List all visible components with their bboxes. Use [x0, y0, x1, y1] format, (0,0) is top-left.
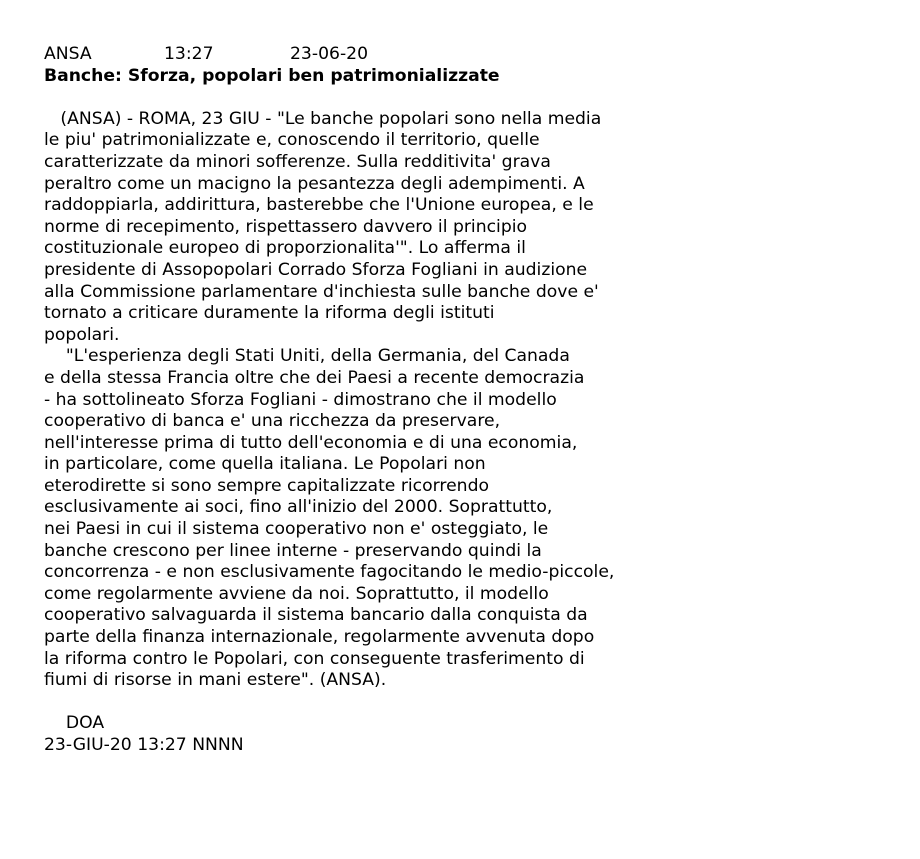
dispatch-time: 13:27 [164, 44, 214, 64]
body-line: popolari. [44, 324, 120, 345]
body-line: parte della finanza internazionale, regolarmente avvenuta dopo [44, 627, 595, 648]
dispatch-header [44, 44, 904, 66]
body-line: presidente di Assopopolari Corrado Sforza Fogliani in audizione [44, 259, 588, 280]
news-dispatch [44, 44, 904, 757]
article-body [44, 109, 904, 692]
dispatch-date: 23-06-20 [290, 44, 369, 64]
body-line: nell'interesse prima di tutto dell'economia e di una economia, [44, 432, 578, 453]
body-line: (ANSA) - ROMA, 23 GIU - "Le banche popolari sono nella media [44, 108, 602, 129]
body-line: come regolarmente avviene da noi. Soprattutto, il modello [44, 583, 549, 604]
body-line: la riforma contro le Popolari, con conseguente trasferimento di [44, 648, 585, 669]
spacer [44, 692, 904, 714]
body-line: le piu' patrimonializzate e, conoscendo il territorio, quelle [44, 130, 540, 151]
body-line: esclusivamente ai soci, fino all'inizio del 2000. Soprattutto, [44, 497, 553, 518]
body-line: peraltro come un macigno la pesantezza degli adempimenti. A [44, 173, 585, 194]
body-line: cooperativo salvaguarda il sistema bancario dalla conquista da [44, 605, 588, 626]
body-line: cooperativo di banca e' una ricchezza da preservare, [44, 411, 501, 432]
body-line: fiumi di risorse in mani estere". (ANSA). [44, 670, 387, 691]
body-line: e della stessa Francia oltre che dei Paesi a recente democrazia [44, 367, 585, 388]
agency-name: ANSA [44, 44, 92, 64]
body-line: banche crescono per linee interne - preservando quindi la [44, 540, 542, 561]
body-line: raddoppiarla, addirittura, basterebbe che l'Unione europea, e le [44, 195, 594, 216]
body-line: tornato a criticare duramente la riforma degli istituti [44, 303, 495, 324]
body-line: eterodirette si sono sempre capitalizzate ricorrendo [44, 475, 489, 496]
body-line: caratterizzate da minori sofferenze. Sulla redditivita' grava [44, 151, 551, 172]
body-line: norme di recepimento, rispettassero davvero il principio [44, 216, 528, 237]
body-line: - ha sottolineato Sforza Fogliani - dimostrano che il modello [44, 389, 557, 410]
body-line: alla Commissione parlamentare d'inchiesta sulle banche dove e' [44, 281, 599, 302]
body-line: "L'esperienza degli Stati Uniti, della Germania, del Canada [44, 346, 570, 367]
body-line: concorrenza - e non esclusivamente fagocitando le medio-piccole, [44, 562, 615, 583]
body-line: costituzionale europeo di proporzionalita'". Lo afferma il [44, 238, 526, 259]
headline: Banche: Sforza, popolari ben patrimonializzate [44, 65, 500, 86]
dispatch-footer: 23-GIU-20 13:27 NNNN [44, 735, 244, 755]
body-line: nei Paesi in cui il sistema cooperativo non e' osteggiato, le [44, 519, 549, 540]
body-line: in particolare, come quella italiana. Le Popolari non [44, 454, 486, 475]
author-initials: DOA [44, 713, 105, 734]
spacer [44, 87, 904, 109]
